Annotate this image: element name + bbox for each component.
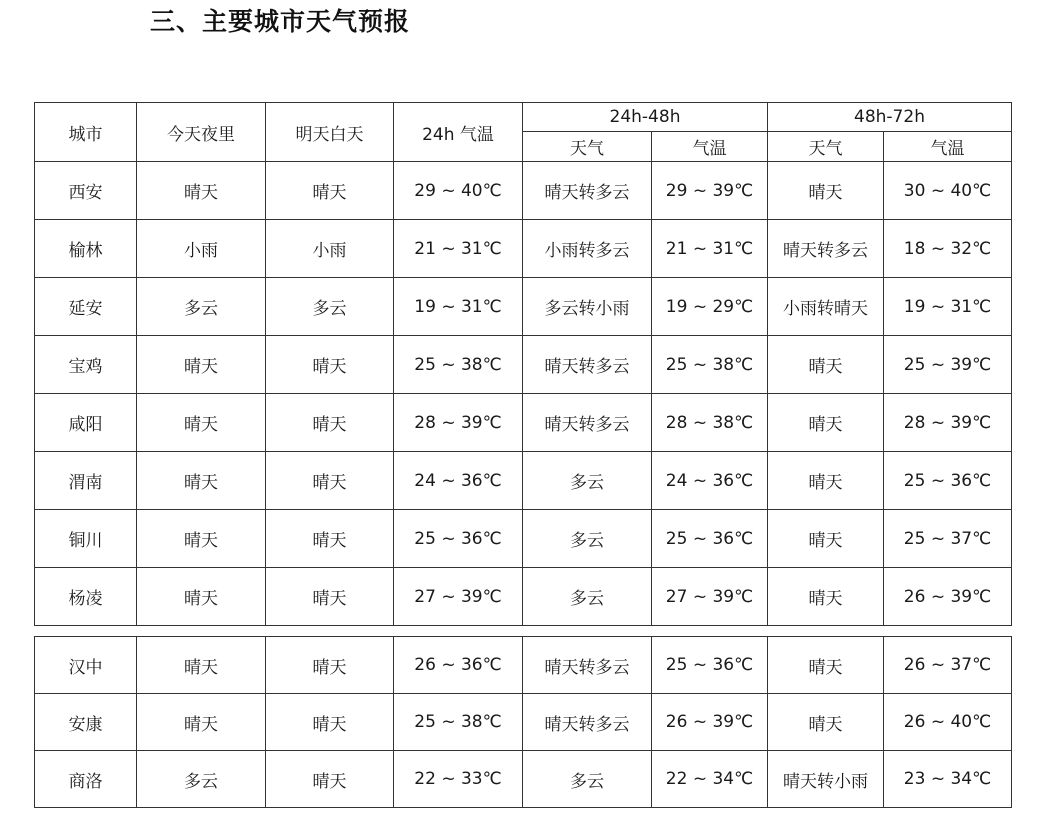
weather-48h-cell: 小雨转多云: [523, 220, 652, 278]
tonight-weather-cell: 晴天: [137, 568, 266, 626]
header-temp-48: 气温: [652, 132, 768, 162]
weather-48h-cell: 多云转小雨: [523, 278, 652, 336]
temp-48h-cell: 19 ~ 29℃: [652, 278, 768, 336]
temp-48h-cell: 28 ~ 38℃: [652, 394, 768, 452]
table-row: [35, 162, 1012, 220]
temp-48h-cell: 21 ~ 31℃: [652, 220, 768, 278]
weather-48h-cell: 晴天转多云: [523, 637, 652, 694]
table-row: [35, 694, 1012, 751]
temp-72h-cell: 18 ~ 32℃: [884, 220, 1012, 278]
tomorrow-weather-cell: 晴天: [266, 510, 394, 568]
header-weather-48: 天气: [523, 132, 652, 162]
tomorrow-weather-cell: 晴天: [266, 162, 394, 220]
temp-48h-cell: 26 ~ 39℃: [652, 694, 768, 751]
temp-72h-cell: 30 ~ 40℃: [884, 162, 1012, 220]
temp-72h-cell: 19 ~ 31℃: [884, 278, 1012, 336]
tomorrow-weather-cell: 晴天: [266, 751, 394, 808]
weather-48h-cell: 晴天转多云: [523, 162, 652, 220]
table-row: [35, 510, 1012, 568]
city-cell: 铜川: [35, 510, 137, 568]
header-group-48-72: 48h-72h: [768, 103, 1012, 132]
weather-48h-cell: 多云: [523, 751, 652, 808]
tonight-weather-cell: 晴天: [137, 336, 266, 394]
city-cell: 西安: [35, 162, 137, 220]
tonight-weather-cell: 晴天: [137, 694, 266, 751]
temp-24h-cell: 28 ~ 39℃: [394, 394, 523, 452]
header-tonight: 今天夜里: [137, 103, 266, 162]
tonight-weather-cell: 多云: [137, 751, 266, 808]
weather-72h-cell: 晴天转多云: [768, 220, 884, 278]
temp-48h-cell: 22 ~ 34℃: [652, 751, 768, 808]
temp-24h-cell: 21 ~ 31℃: [394, 220, 523, 278]
weather-72h-cell: 晴天: [768, 568, 884, 626]
page-title: 三、主要城市天气预报: [150, 7, 411, 36]
tonight-weather-cell: 晴天: [137, 452, 266, 510]
forecast-table-continued: [34, 636, 1012, 808]
table-row: [35, 278, 1012, 336]
temp-72h-cell: 26 ~ 37℃: [884, 637, 1012, 694]
weather-48h-cell: 晴天转多云: [523, 336, 652, 394]
temp-24h-cell: 24 ~ 36℃: [394, 452, 523, 510]
temp-24h-cell: 25 ~ 38℃: [394, 694, 523, 751]
tomorrow-weather-cell: 小雨: [266, 220, 394, 278]
temp-24h-cell: 27 ~ 39℃: [394, 568, 523, 626]
temp-24h-cell: 25 ~ 38℃: [394, 336, 523, 394]
weather-72h-cell: 晴天: [768, 510, 884, 568]
weather-72h-cell: 晴天: [768, 162, 884, 220]
temp-24h-cell: 22 ~ 33℃: [394, 751, 523, 808]
header-city: 城市: [35, 103, 137, 162]
weather-48h-cell: 多云: [523, 510, 652, 568]
temp-72h-cell: 23 ~ 34℃: [884, 751, 1012, 808]
city-cell: 安康: [35, 694, 137, 751]
temp-72h-cell: 25 ~ 39℃: [884, 336, 1012, 394]
tonight-weather-cell: 晴天: [137, 510, 266, 568]
weather-72h-cell: 晴天: [768, 694, 884, 751]
table-row: [35, 637, 1012, 694]
header-group-24-48: 24h-48h: [523, 103, 768, 132]
weather-72h-cell: 晴天: [768, 452, 884, 510]
city-cell: 汉中: [35, 637, 137, 694]
header-temp-24h: 24h 气温: [394, 103, 523, 162]
city-cell: 榆林: [35, 220, 137, 278]
weather-48h-cell: 多云: [523, 452, 652, 510]
temp-72h-cell: 25 ~ 37℃: [884, 510, 1012, 568]
weather-48h-cell: 晴天转多云: [523, 394, 652, 452]
weather-72h-cell: 晴天: [768, 336, 884, 394]
table-row: [35, 394, 1012, 452]
city-cell: 宝鸡: [35, 336, 137, 394]
weather-72h-cell: 小雨转晴天: [768, 278, 884, 336]
weather-48h-cell: 多云: [523, 568, 652, 626]
temp-72h-cell: 28 ~ 39℃: [884, 394, 1012, 452]
tomorrow-weather-cell: 晴天: [266, 394, 394, 452]
city-cell: 渭南: [35, 452, 137, 510]
weather-72h-cell: 晴天: [768, 637, 884, 694]
tonight-weather-cell: 晴天: [137, 394, 266, 452]
tonight-weather-cell: 小雨: [137, 220, 266, 278]
temp-48h-cell: 25 ~ 38℃: [652, 336, 768, 394]
temp-24h-cell: 19 ~ 31℃: [394, 278, 523, 336]
weather-72h-cell: 晴天转小雨: [768, 751, 884, 808]
temp-48h-cell: 25 ~ 36℃: [652, 510, 768, 568]
temp-48h-cell: 27 ~ 39℃: [652, 568, 768, 626]
city-cell: 咸阳: [35, 394, 137, 452]
header-row: [35, 103, 1012, 132]
header-temp-72: 气温: [884, 132, 1012, 162]
tomorrow-weather-cell: 晴天: [266, 452, 394, 510]
tomorrow-weather-cell: 晴天: [266, 568, 394, 626]
tonight-weather-cell: 多云: [137, 278, 266, 336]
temp-72h-cell: 26 ~ 40℃: [884, 694, 1012, 751]
city-cell: 延安: [35, 278, 137, 336]
temp-48h-cell: 25 ~ 36℃: [652, 637, 768, 694]
header-weather-72: 天气: [768, 132, 884, 162]
weather-72h-cell: 晴天: [768, 394, 884, 452]
forecast-table: [34, 102, 1012, 626]
temp-48h-cell: 29 ~ 39℃: [652, 162, 768, 220]
tomorrow-weather-cell: 晴天: [266, 694, 394, 751]
table-row: [35, 452, 1012, 510]
tomorrow-weather-cell: 多云: [266, 278, 394, 336]
tomorrow-weather-cell: 晴天: [266, 637, 394, 694]
temp-72h-cell: 25 ~ 36℃: [884, 452, 1012, 510]
city-cell: 杨凌: [35, 568, 137, 626]
temp-24h-cell: 29 ~ 40℃: [394, 162, 523, 220]
city-cell: 商洛: [35, 751, 137, 808]
tonight-weather-cell: 晴天: [137, 162, 266, 220]
temp-72h-cell: 26 ~ 39℃: [884, 568, 1012, 626]
table-row: [35, 220, 1012, 278]
tomorrow-weather-cell: 晴天: [266, 336, 394, 394]
tonight-weather-cell: 晴天: [137, 637, 266, 694]
table-row: [35, 568, 1012, 626]
weather-48h-cell: 晴天转多云: [523, 694, 652, 751]
table-row: [35, 336, 1012, 394]
temp-24h-cell: 26 ~ 36℃: [394, 637, 523, 694]
temp-24h-cell: 25 ~ 36℃: [394, 510, 523, 568]
table-row: [35, 751, 1012, 808]
temp-48h-cell: 24 ~ 36℃: [652, 452, 768, 510]
header-tomorrow-day: 明天白天: [266, 103, 394, 162]
